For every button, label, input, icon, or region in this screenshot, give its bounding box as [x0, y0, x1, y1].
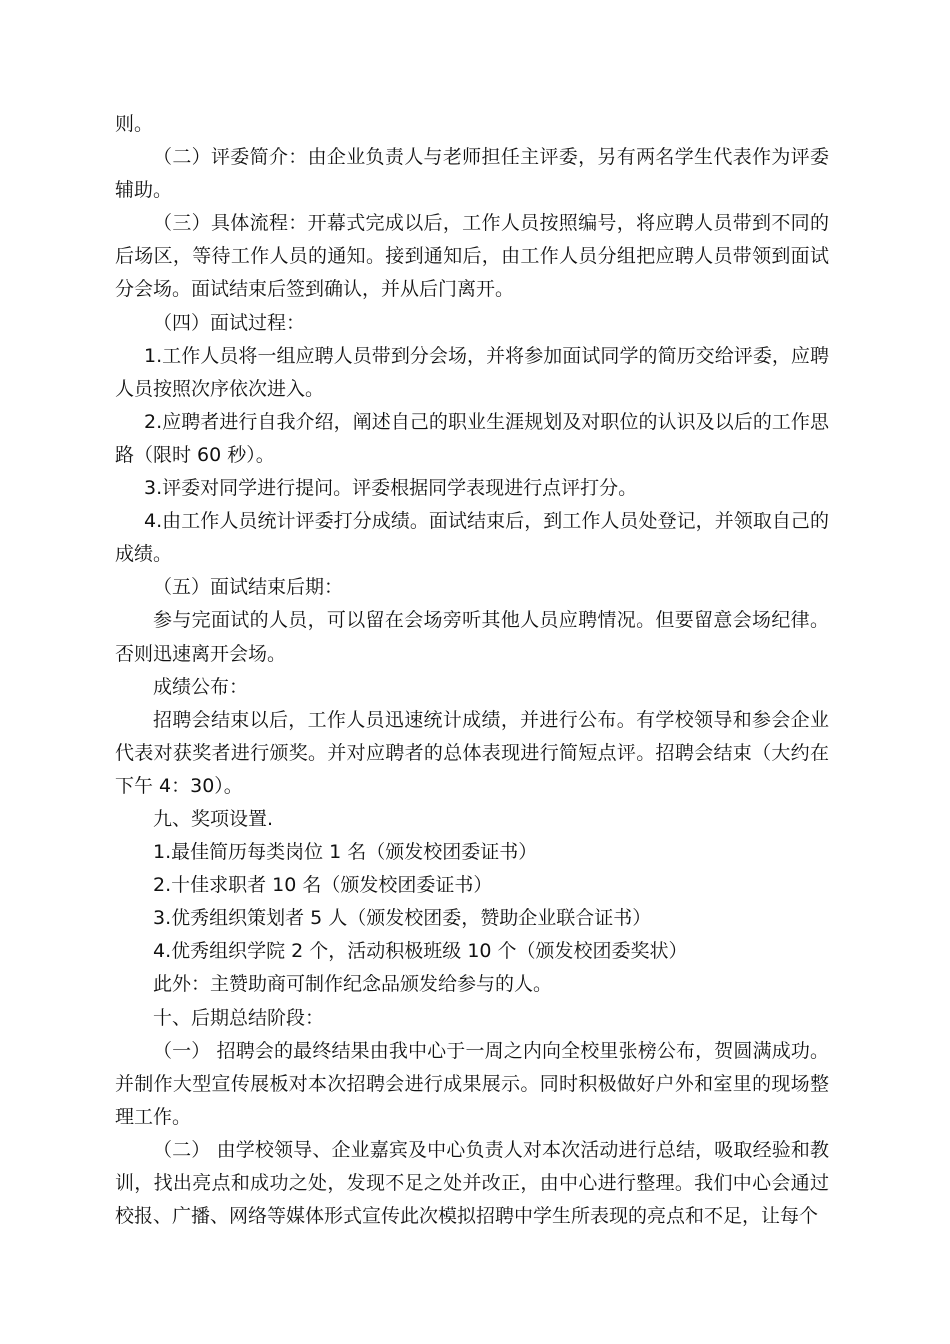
- paragraph-summary-1: （一） 招聘会的最终结果由我中心于一周之内向全校里张榜公布，贺圆满成功。并制作大型宣传展板对本次招聘会进行成果展示。同时积极做好户外和室里的现场整理工作。: [115, 1039, 829, 1128]
- list-item-award-3: 3.优秀组织策划者 5 人（颁发校团委，赞助企业联合证书）: [153, 907, 652, 930]
- list-item-award-4: 4.优秀组织学院 2 个，活动积极班级 10 个（颁发校团委奖状）: [153, 940, 688, 963]
- heading-awards: 九、奖项设置.: [153, 807, 274, 830]
- paragraph-summary-2: （二） 由学校领导、企业嘉宾及中心负责人对本次活动进行总结，吸取经验和教训，找出亮点和成功之处，发现不足之处并改正，由中心进行整理。我们中心会通过校报、广播、网络等媒体形式宣传此次模拟招聘中学生所表现的亮点和不足，让每个: [115, 1138, 829, 1228]
- paragraph-sponsor-note: 此外：主赞助商可制作纪念品颁发给参与的人。: [153, 973, 553, 996]
- list-item-interview-step-2: 2.应聘者进行自我介绍，阐述自己的职业生涯规划及对职位的认识及以后的工作思路（限时 60 秒）。: [115, 410, 829, 466]
- list-item-interview-step-1: 1.工作人员将一组应聘人员带到分会场，并将参加面试同学的简历交给评委，应聘人员按照次序依次进入。: [115, 344, 829, 400]
- paragraph-aftermath-details: 参与完面试的人员，可以留在会场旁听其他人员应聘情况。但要留意会场纪律。否则迅速离开会场。: [115, 609, 829, 665]
- paragraph-judges-intro: （二）评委简介：由企业负责人与老师担任主评委，另有两名学生代表作为评委辅助。: [115, 146, 829, 202]
- paragraph-specific-process: （三）具体流程：开幕式完成以后，工作人员按照编号，将应聘人员带到不同的后场区，等待工作人员的通知。接到通知后，由工作人员分组把应聘人员带领到面试分会场。面试结束后签到确认，并从后门离开。: [115, 212, 829, 301]
- heading-interview-process: （四）面试过程：: [153, 311, 306, 334]
- heading-post-summary: 十、后期总结阶段：: [153, 1006, 325, 1029]
- heading-results-announcement: 成绩公布：: [153, 675, 249, 698]
- list-item-award-2: 2.十佳求职者 10 名（颁发校团委证书）: [153, 874, 493, 897]
- list-item-award-1: 1.最佳简历每类岗位 1 名（颁发校团委证书）: [153, 841, 538, 864]
- document-page: [115, 108, 829, 1233]
- list-item-interview-step-4: 4.由工作人员统计评委打分成绩。面试结束后，到工作人员处登记，并领取自己的成绩。: [115, 510, 829, 566]
- heading-interview-aftermath: （五）面试结束后期：: [153, 576, 344, 599]
- paragraph-results-details: 招聘会结束以后，工作人员迅速统计成绩，并进行公布。有学校领导和参会企业代表对获奖者进行颁奖。并对应聘者的总体表现进行简短点评。招聘会结束（大约在下午 4：30）。: [115, 708, 829, 797]
- list-item-interview-step-3: 3.评委对同学进行提问。评委根据同学表现进行点评打分。: [144, 477, 638, 500]
- paragraph-continuation: 则。: [115, 113, 154, 135]
